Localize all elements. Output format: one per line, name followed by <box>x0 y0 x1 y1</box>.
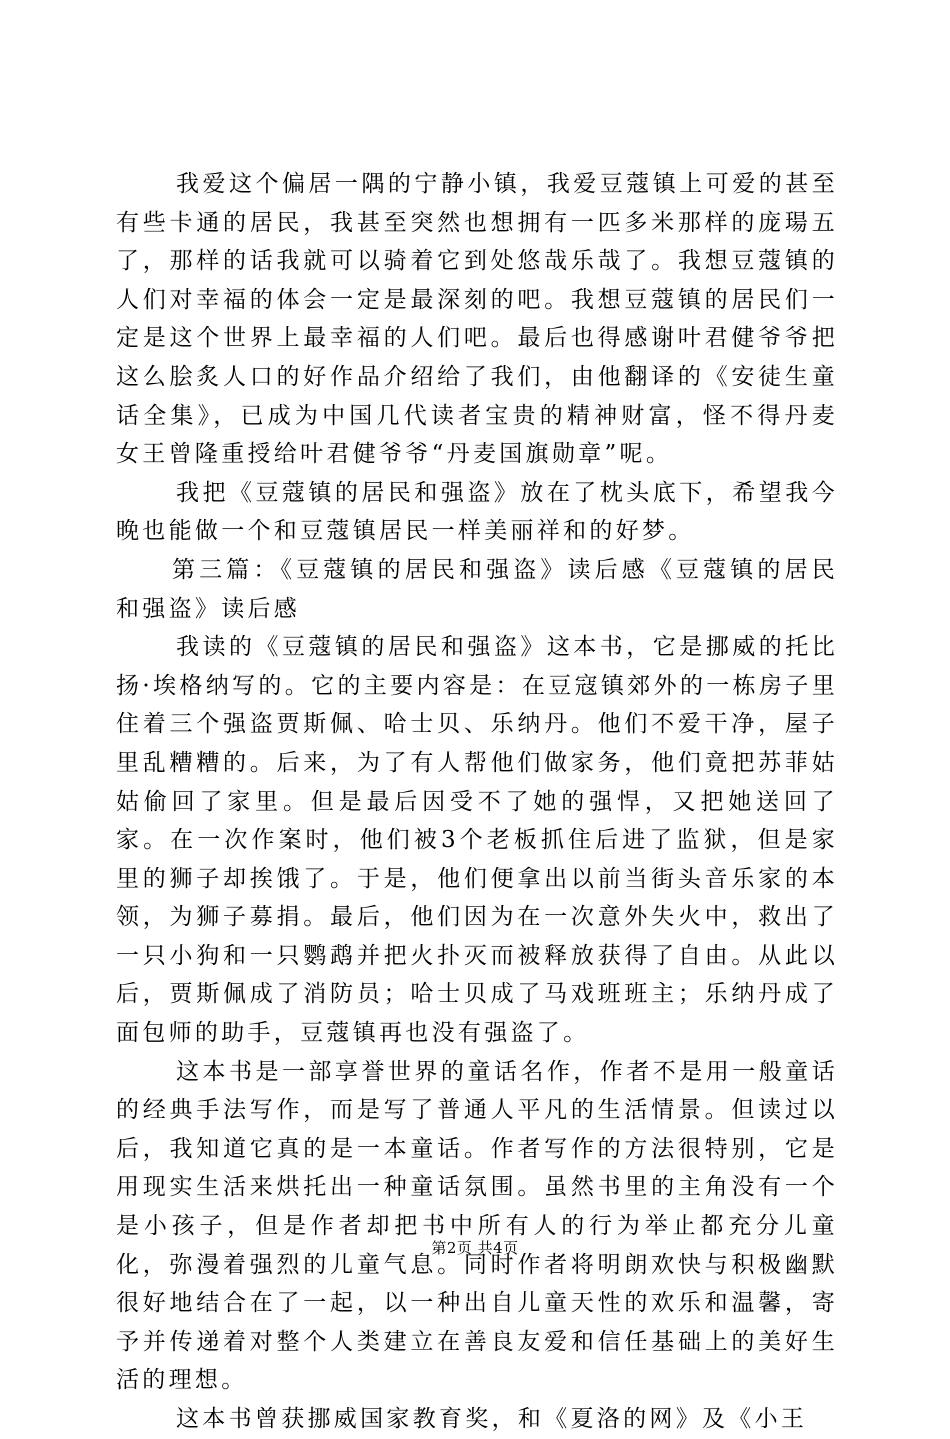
paragraph-5: 这本书曾获挪威国家教育奖，和《夏洛的网》及《小王 <box>176 1406 808 1432</box>
page-number-footer: 第2页 共4页 <box>431 1239 519 1257</box>
section-heading: 第三篇：《豆蔻镇的居民和强盗》读后感《豆蔻镇的居民和强盗》读后感 <box>116 556 838 622</box>
paragraph-1: 我爱这个偏居一隅的宁静小镇，我爱豆蔻镇上可爱的甚至有些卡通的居民，我甚至突然也想拥有一匹多米那样的庞瑒五了，那样的话我就可以骑着它到处悠哉乐哉了。我想豆蔻镇的人们对幸福的体会一定是最深刻的吧。我想豆蔻镇的居民们一定是这个世界上最幸福的人们吧。最后也得感谢叶君健爷爷把这么脍炙人口的好作品介绍给了我们，由他翻译的《安徒生童话全集》，已成为中国几代读者宝贵的精神财富，怪不得丹麦女王曾隆重授给叶君健爷爷“丹麦国旗勋章”呢。 <box>116 171 838 468</box>
paragraph-3: 我读的《豆蔻镇的居民和强盗》这本书，它是挪威的托比扬·埃格纳写的。它的主要内容是：在豆寇镇郊外的一栋房子里住着三个强盗贾斯佩、哈士贝、乐纳丹。他们不爱干净，屋子里乱糟糟的。后来，为了有人帮他们做家务，他们竟把苏菲姑姑偷回了家里。但是最后因受不了她的强悍，又把她送回了家。在一次作案时，他们被3个老板抓住后进了监狱，但是家里的狮子却挨饿了。于是，他们便拿出以前当街头音乐家的本领，为狮子募捐。最后，他们因为在一次意外失火中，救出了一只小狗和一只鹦鹉并把火扑灭而被释放获得了自由。从此以后，贾斯佩成了消防员；哈士贝成了马戏班班主；乐纳丹成了面包师的助手，豆蔻镇再也没有强盗了。 <box>116 634 838 1047</box>
paragraph-4: 这本书是一部享誉世界的童话名作，作者不是用一般童话的经典手法写作，而是写了普通人平凡的生活情景。但读过以后，我知道它真的是一本童话。作者写作的方法很特别，它是用现实生活来烘托出一种童话氛围。虽然书里的主角没有一个是小孩子，但是作者却把书中所有人的行为举止都充分儿童化，弥漫着强烈的儿童气息。同时作者将明朗欢快与积极幽默很好地结合在了一起，以一种出自儿童天性的欢乐和温馨，寄予并传递着对整个人类建立在善良友爱和信任基础上的美好生活的理想。 <box>116 1058 838 1394</box>
paragraph-2: 我把《豆蔻镇的居民和强盗》放在了枕头底下，希望我今晚也能做一个和豆蔻镇居民一样美丽祥和的好梦。 <box>116 479 838 545</box>
